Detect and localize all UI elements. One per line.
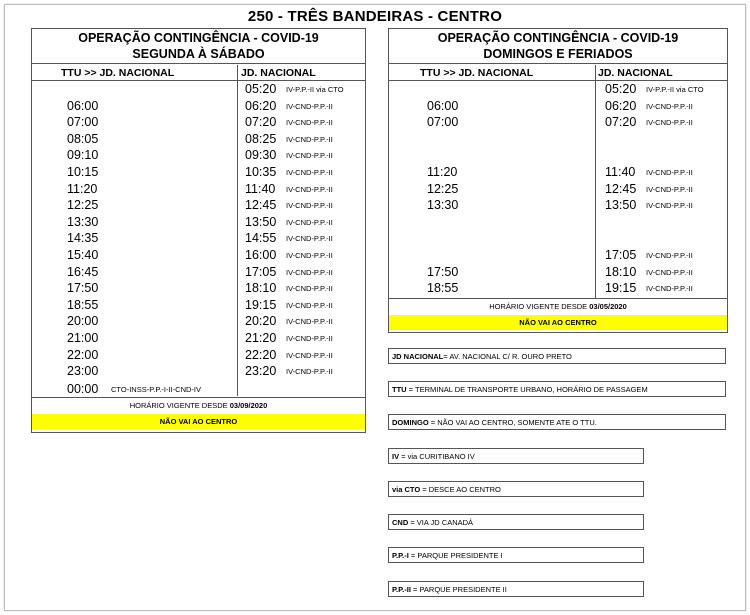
holiday-ttu-time: 18:55 — [427, 281, 459, 296]
weekday-ttu-time: 15:40 — [67, 248, 99, 262]
legend-cnd — [388, 514, 644, 530]
weekday-jd-time: 22:20 — [245, 347, 277, 362]
weekday-col-ttu-header: TTU >> JD. NACIONAL — [61, 67, 175, 79]
weekday-ttu-time: 06:00 — [67, 98, 99, 113]
legend-text: = via CURITIBANO IV — [399, 452, 475, 461]
holiday-jd-time: 11:40 — [605, 165, 636, 179]
holiday-jd-route: IV-CND-P.P.-II — [646, 267, 693, 277]
weekday-jd-time: 21:20 — [245, 331, 277, 345]
weekday-ttu-time: 10:15 — [67, 165, 99, 179]
legend-via-cto — [388, 481, 644, 497]
weekday-jd-route: IV-CND-P.P.-II — [286, 201, 333, 211]
weekday-ttu-time: 18:55 — [67, 297, 99, 312]
holiday-column-divider — [595, 65, 596, 298]
weekday-ttu-time: 17:50 — [67, 281, 99, 296]
weekday-jd-route: IV-CND-P.P.-II — [286, 251, 333, 260]
weekday-jd-time: 23:20 — [245, 364, 277, 379]
weekday-ttu-time: 23:00 — [67, 364, 99, 379]
holiday-ttu-time: 07:00 — [427, 115, 459, 130]
weekday-nao-vai-banner: NÃO VAI AO CENTRO — [32, 414, 365, 429]
weekday-jd-time: 09:30 — [245, 148, 277, 163]
legend-key: IV — [392, 452, 400, 461]
holiday-ttu-time: 13:30 — [427, 198, 459, 213]
weekday-jd-route: IV-CND-P.P.-II — [286, 300, 333, 310]
holiday-jd-time: 19:15 — [605, 281, 637, 296]
legend-key: P.P.-I — [392, 551, 409, 560]
legend-pp-i — [388, 547, 644, 563]
holiday-jd-route: IV-CND-P.P.-II — [646, 101, 693, 111]
weekday-jd-time: 08:25 — [245, 131, 277, 146]
holiday-nao-vai-banner: NÃO VAI AO CENTRO — [389, 315, 727, 330]
weekday-ttu-time: 13:30 — [67, 214, 99, 229]
holiday-footer-divider — [389, 298, 727, 299]
weekday-last-time: 00:00 — [67, 382, 99, 396]
holiday-header-line2: DOMINGOS E FERIADOS — [483, 47, 633, 61]
weekday-jd-time: 10:35 — [245, 165, 277, 179]
weekday-footer-divider — [32, 397, 365, 398]
weekday-vigente-date: 03/09/2020 — [229, 401, 268, 410]
weekday-ttu-time: 14:35 — [67, 231, 99, 246]
legend-jd-nacional — [388, 348, 726, 364]
legend-iv — [388, 448, 644, 464]
holiday-ttu-time: 12:25 — [427, 181, 459, 196]
legend-key: P.P.-II — [392, 585, 411, 594]
weekday-jd-time: 06:20 — [245, 98, 277, 113]
weekday-jd-route: IV-CND-P.P.-II — [286, 334, 333, 343]
legend-key: JD NACIONAL — [392, 352, 444, 361]
holiday-jd-route: IV-CND-P.P.-II — [646, 184, 693, 194]
holiday-jd-time: 17:05 — [605, 248, 637, 262]
weekday-ttu-time: 22:00 — [67, 347, 99, 362]
holiday-jd-route: IV-CND-P.P.-II — [646, 168, 693, 177]
weekday-jd-route: IV-CND-P.P.-II — [286, 134, 333, 144]
legend-text: = AV. NACIONAL C/ R. OURO PRETO — [443, 352, 572, 361]
legend-text: = PARQUE PRESIDENTE I — [408, 551, 503, 560]
holiday-jd-time: 05:20 — [605, 82, 637, 96]
legend-text: = DESCE AO CENTRO — [420, 485, 501, 494]
holiday-ttu-time: 17:50 — [427, 264, 459, 279]
weekday-jd-time: 17:05 — [245, 264, 277, 279]
weekday-jd-time: 14:55 — [245, 231, 277, 246]
weekday-jd-route: IV-CND-P.P.-II — [286, 118, 333, 128]
legend-key: CND — [392, 518, 409, 527]
weekday-jd-time: 20:20 — [245, 314, 277, 329]
weekday-jd-route: IV-CND-P.P.-II — [286, 350, 333, 360]
weekday-jd-route: IV-CND-P.P.-II — [286, 217, 333, 227]
weekday-ttu-time: 07:00 — [67, 115, 99, 130]
weekday-jd-time: 12:45 — [245, 198, 277, 213]
weekday-jd-route: IV-CND-P.P.-II — [286, 168, 333, 177]
holiday-vigente — [389, 302, 727, 311]
legend-pp-ii — [388, 581, 644, 597]
legend-ttu — [388, 381, 726, 397]
weekday-header-line2: SEGUNDA À SÁBADO — [132, 47, 265, 61]
legend-key: TTU — [392, 385, 407, 394]
weekday-jd-route: IV-CND-P.P.-II — [286, 234, 333, 244]
legend-domingo — [388, 414, 726, 430]
holiday-vigente-date: 03/05/2020 — [589, 302, 627, 311]
holiday-header-line1: OPERAÇÃO CONTINGÊNCIA - COVID-19 — [437, 31, 679, 45]
weekday-schedule-panel — [31, 28, 366, 433]
weekday-jd-route: IV-CND-P.P.-II — [286, 317, 333, 327]
weekday-panel-header — [32, 29, 365, 64]
holiday-jd-time: 12:45 — [605, 181, 637, 196]
weekday-ttu-time: 12:25 — [67, 198, 99, 213]
holiday-jd-time: 06:20 — [605, 98, 637, 113]
holiday-ttu-time: 06:00 — [427, 98, 459, 113]
legend-text: = TERMINAL DE TRANSPORTE URBANO, HORÁRIO DE PASSAGEM — [406, 385, 648, 394]
legend-key: via CTO — [392, 485, 421, 494]
holiday-col-header-divider — [389, 80, 727, 81]
holiday-jd-route: IV-CND-P.P.-II — [646, 118, 693, 128]
holiday-jd-route: IV-CND-P.P.-II — [646, 284, 693, 294]
page-title: 250 - TRÊS BANDEIRAS - CENTRO — [247, 8, 503, 25]
weekday-jd-route: IV-CND-P.P.-II — [286, 101, 333, 111]
weekday-vigente-label: HORÁRIO VIGENTE DESDE — [129, 401, 228, 410]
holiday-jd-time: 13:50 — [605, 198, 637, 213]
weekday-jd-route: IV-P.P.-II via CTO — [286, 85, 344, 94]
weekday-column-divider — [237, 65, 238, 396]
holiday-jd-time: 07:20 — [605, 115, 637, 130]
weekday-last-route: CTO-INSS-P.P.-I-II-CND-IV — [111, 385, 202, 394]
weekday-header-line1: OPERAÇÃO CONTINGÊNCIA - COVID-19 — [78, 31, 319, 45]
weekday-jd-time: 19:15 — [245, 297, 277, 312]
weekday-jd-route: IV-CND-P.P.-II — [286, 151, 333, 161]
holiday-jd-time: 18:10 — [605, 264, 637, 279]
weekday-ttu-time: 16:45 — [67, 264, 99, 279]
holiday-ttu-time: 11:20 — [427, 165, 458, 179]
weekday-jd-time: 13:50 — [245, 214, 277, 229]
weekday-vigente — [32, 401, 365, 410]
holiday-col-jd-header: JD. NACIONAL — [598, 67, 673, 79]
holiday-jd-route: IV-CND-P.P.-II — [646, 201, 693, 211]
legend-text: = VIA JD CANADÁ — [408, 518, 474, 527]
weekday-jd-time: 11:40 — [245, 181, 276, 196]
holiday-jd-route: IV-P.P.-II via CTO — [646, 85, 704, 94]
weekday-jd-route: IV-CND-P.P.-II — [286, 284, 333, 294]
weekday-jd-route: IV-CND-P.P.-II — [286, 367, 333, 377]
weekday-ttu-time: 09:10 — [67, 148, 99, 163]
legend-key: DOMINGO — [392, 418, 429, 427]
weekday-jd-time: 18:10 — [245, 281, 277, 296]
weekday-ttu-time: 21:00 — [67, 331, 99, 345]
holiday-col-ttu-header: TTU >> JD. NACIONAL — [420, 67, 534, 79]
legend-text: = NÃO VAI AO CENTRO, SOMENTE ATE O TTU. — [428, 418, 597, 427]
weekday-col-header-divider — [32, 80, 365, 81]
weekday-jd-time: 16:00 — [245, 248, 277, 262]
weekday-ttu-time: 08:05 — [67, 131, 99, 146]
weekday-jd-route: IV-CND-P.P.-II — [286, 184, 333, 194]
weekday-jd-time: 05:20 — [245, 82, 277, 96]
weekday-col-jd-header: JD. NACIONAL — [241, 67, 316, 79]
legend-text: = PARQUE PRESIDENTE II — [410, 585, 507, 594]
weekday-jd-route: IV-CND-P.P.-II — [286, 267, 333, 277]
weekday-jd-time: 07:20 — [245, 115, 277, 130]
weekday-ttu-time: 20:00 — [67, 314, 99, 329]
holiday-jd-route: IV-CND-P.P.-II — [646, 251, 693, 260]
holiday-panel-header — [389, 29, 727, 64]
holiday-schedule-panel — [388, 28, 728, 333]
holiday-vigente-label: HORÁRIO VIGENTE DESDE — [489, 302, 588, 311]
weekday-ttu-time: 11:20 — [67, 181, 98, 196]
